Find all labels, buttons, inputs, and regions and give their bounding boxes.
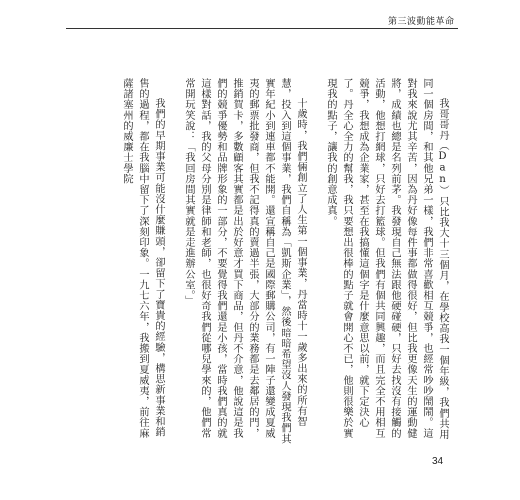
running-header: 第三波動能革命 [388,17,455,27]
body-text [70,78,450,448]
page-number: 34 [432,456,444,467]
paragraph-3: 我們的早期事業可能沒什麼賺頭，卻留下了寶貴的經驗，構思新事業和銷售的過程，都在我腦中留下了深刻印象。一九七六年，我搬到夏威夷，前往麻薩諸塞州的威廉士學院 [121,78,164,439]
paragraph-1: 我哥哥丹（Dan）只比我大十三個月，在學校高我一個年級，我們共用同一個房間，和其他兄弟一樣，我們非常喜歡相互競爭，也經常吵吵鬧鬧。這對我來說尤其辛苦，因為丹好像每件事都做得很好，但比我更像天生的運動健將，成績也總是名列前茅。我發現自己無法跟他硬碰硬，只好去找沒有接觸的活動，他想打網球，只好去打籃球。但我們有個共同興趣，而且完全不用相互競爭，我想成為企業家，甚至在我搞懂這個字是什麼意思以前，就下定決心了。丹全心全力的幫我，我只要想出很棒的點子就會開心不已，他則很樂於實現我的點子，讓我的創意成真。 [325,78,448,440]
header-rule [66,28,458,29]
paragraph-2: 十歲時，我們倆創立了人生第一個事業，丹當時十一歲多出來的所有智慧，投入到這個事業，我們自稱為「凱斯企業」，然後暗暗希望沒人發現我們其實年紀小到連車都不能開。還宣稱自己是國際郵購公司，有一陣子還變成夏威夷的郵票批發商，但我不記得真的賣過半張，大部分的業務都是去鄰居的門，推銷賀卡，多數顧客其實都是出於好意才買下商品，但丹不介意，他說這是我們的競爭優勢和品牌形象的一部分，不要覺得我們還是小孩，當時我們真的就這樣對話，我的父母分別是律師和老師，也很好奇我們從哪兒學來的，他們常常開玩笑說：「我回房間其實就是走進辦公室。」 [183,78,306,444]
